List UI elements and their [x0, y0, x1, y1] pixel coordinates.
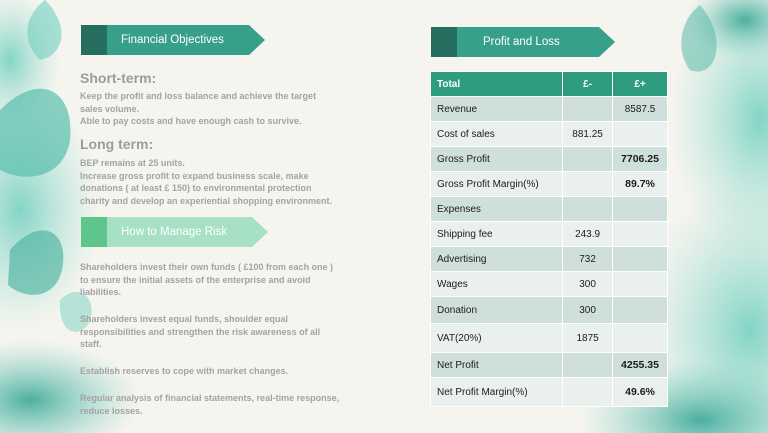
- row-minus: 300: [563, 297, 613, 324]
- banner-arrow: [252, 217, 268, 247]
- row-label: Net Profit: [431, 353, 563, 378]
- row-label: Gross Profit: [431, 147, 563, 172]
- table-row: [431, 378, 668, 407]
- header-total: Total: [431, 72, 563, 97]
- banner-label: Profit and Loss: [457, 27, 599, 57]
- row-label: Net Profit Margin(%): [431, 378, 563, 407]
- table-row: [431, 147, 668, 172]
- table-row: [431, 324, 668, 353]
- profit-loss-table: [430, 71, 668, 407]
- row-label: Advertising: [431, 247, 563, 272]
- risk-point: Establish reserves to cope with market changes.: [80, 366, 289, 376]
- manage-risk-banner: [81, 217, 268, 247]
- row-minus: 243.9: [563, 222, 613, 247]
- row-plus: [613, 297, 668, 324]
- banner-arrow: [599, 27, 615, 57]
- header-minus: £-: [563, 72, 613, 97]
- table-header-row: [431, 72, 668, 97]
- table-row: [431, 297, 668, 324]
- banner-label: Financial Objectives: [107, 25, 249, 55]
- table-row: [431, 197, 668, 222]
- row-minus: 300: [563, 272, 613, 297]
- row-label: Expenses: [431, 197, 563, 222]
- row-label: Gross Profit Margin(%): [431, 172, 563, 197]
- risk-point: Regular analysis of financial statements, real-time response, reduce losses.: [80, 393, 340, 416]
- long-term-heading: Long term:: [80, 136, 154, 152]
- row-plus: [613, 272, 668, 297]
- row-plus: [613, 324, 668, 353]
- table-row: [431, 353, 668, 378]
- banner-square: [81, 217, 107, 247]
- row-label: Revenue: [431, 97, 563, 122]
- banner-arrow: [249, 25, 265, 55]
- short-term-text: Keep the profit and loss balance and achieve the target sales volume. Able to pay costs and have enough cash to survive.: [80, 91, 317, 126]
- table-row: [431, 272, 668, 297]
- row-minus: [563, 172, 613, 197]
- row-plus: 8587.5: [613, 97, 668, 122]
- row-plus: [613, 222, 668, 247]
- row-label: Wages: [431, 272, 563, 297]
- long-term-text: BEP remains at 25 units. Increase gross profit to expand business scale, make donations ( at least £ 150) to environmental protection charity and develop an experiential shopping environment.: [80, 158, 333, 206]
- row-minus: 732: [563, 247, 613, 272]
- row-minus: 881.25: [563, 122, 613, 147]
- row-minus: [563, 147, 613, 172]
- row-label: Shipping fee: [431, 222, 563, 247]
- row-label: Cost of sales: [431, 122, 563, 147]
- row-minus: [563, 378, 613, 407]
- row-plus: 4255.35: [613, 353, 668, 378]
- table-row: [431, 172, 668, 197]
- table-row: [431, 97, 668, 122]
- financial-objectives-banner: [81, 25, 265, 55]
- table-row: [431, 247, 668, 272]
- row-minus: [563, 197, 613, 222]
- row-minus: 1875: [563, 324, 613, 353]
- banner-square: [81, 25, 107, 55]
- table-row: [431, 122, 668, 147]
- row-plus: 89.7%: [613, 172, 668, 197]
- row-plus: 49.6%: [613, 378, 668, 407]
- row-minus: [563, 353, 613, 378]
- profit-and-loss-banner: [431, 27, 615, 57]
- row-plus: 7706.25: [613, 147, 668, 172]
- banner-label: How to Manage Risk: [107, 217, 252, 247]
- short-term-heading: Short-term:: [80, 70, 157, 86]
- risk-point: Shareholders invest equal funds, shoulder equal responsibilities and strengthen the risk awareness of all staff.: [80, 314, 321, 349]
- row-label: VAT(20%): [431, 324, 563, 353]
- row-label: Donation: [431, 297, 563, 324]
- row-plus: [613, 197, 668, 222]
- table-row: [431, 222, 668, 247]
- banner-square: [431, 27, 457, 57]
- row-plus: [613, 247, 668, 272]
- row-minus: [563, 97, 613, 122]
- row-plus: [613, 122, 668, 147]
- risk-point: Shareholders invest their own funds ( £100 from each one ) to ensure the initial assets of the enterprise and avoid liabilities.: [80, 262, 334, 297]
- header-plus: £+: [613, 72, 668, 97]
